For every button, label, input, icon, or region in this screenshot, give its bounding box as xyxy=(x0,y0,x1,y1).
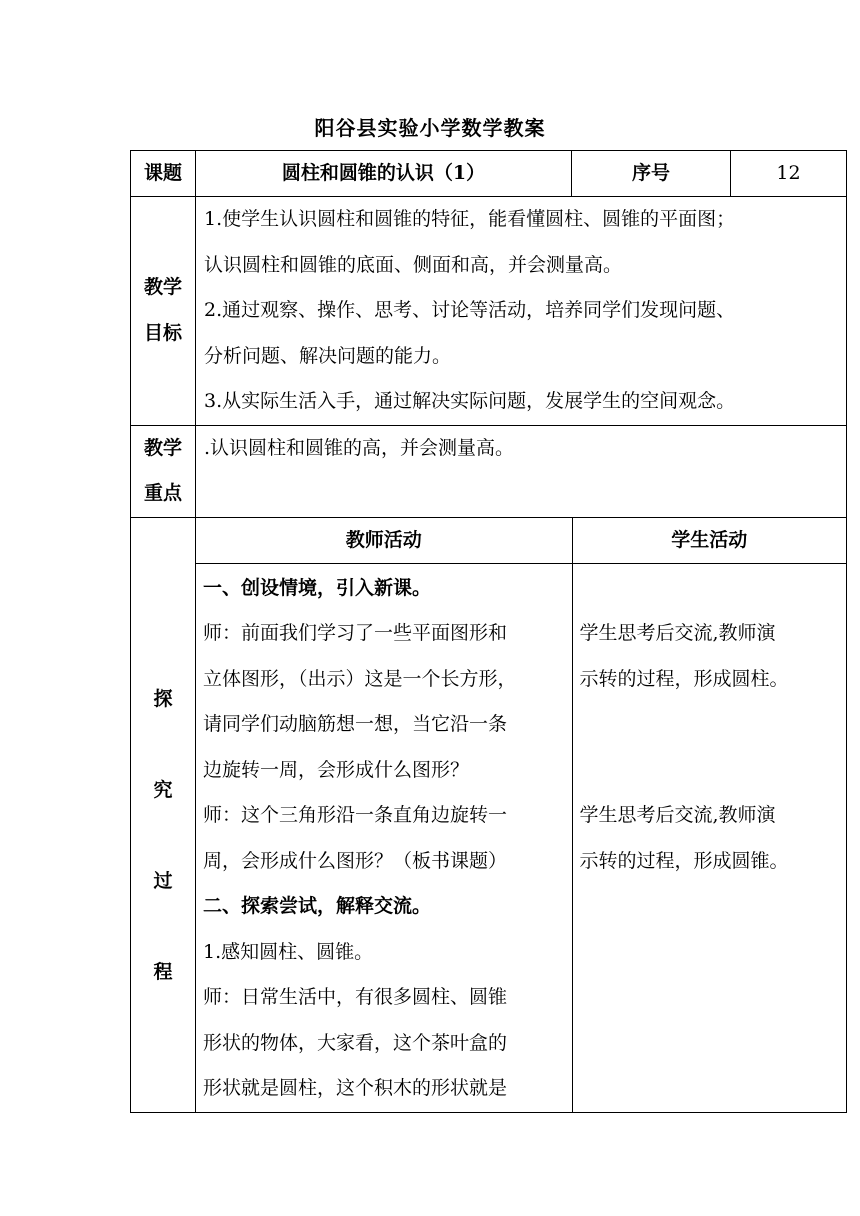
process-content xyxy=(196,517,847,1112)
topic-label: 课题 xyxy=(131,151,196,197)
goals-label: 教学 目标 xyxy=(131,197,196,426)
teacher-activity-header: 教师活动 xyxy=(196,518,572,564)
process-label: 探 究 过 程 xyxy=(131,517,196,1112)
key-points-row xyxy=(131,425,847,517)
goal-line: 1.使学生认识圆柱和圆锥的特征，能看懂圆柱、圆锥的平面图； xyxy=(204,208,736,230)
student-activity-content: 学生思考后交流,教师演 示转的过程，形成圆柱。 学生思考后交流,教师演 示转的过程，形成圆锥。 xyxy=(579,622,789,872)
goals-content xyxy=(196,197,847,426)
student-activity-header: 学生活动 xyxy=(572,518,846,564)
goal-line: 3.从实际生活入手，通过解决实际问题，发展学生的空间观念。 xyxy=(204,390,736,412)
key-points-content: .认识圆柱和圆锥的高，并会测量高。 xyxy=(196,425,847,517)
goal-line: 2.通过观察、操作、思考、讨论等活动，培养同学们发现问题、 xyxy=(204,299,736,321)
seq-label: 序号 xyxy=(572,151,731,197)
goals-row xyxy=(131,197,847,426)
teacher-activity-content: 一、创设情境，引入新课。 师：前面我们学习了一些平面图形和 立体图形，（出示）这是一个长方形， 请同学们动脑筋想一想，当它沿一条 边旋转一周，会形成什么图形？ 师：这个三角形沿一条直角边旋转一 周，会形成什么图形？（板书课题） 二、探索尝试，解释交流。 1.感知圆柱、圆锥。 师：日常生活中，有很多圆柱、圆锥 形状的物体，大家看，这个茶叶盒的 形状就是圆柱，这个积木的形状就是 xyxy=(196,563,572,1112)
topic-value: 圆柱和圆锥的认识（1） xyxy=(196,151,572,197)
process-row xyxy=(131,517,847,1112)
seq-value: 12 xyxy=(731,151,847,197)
document-title: 阳谷县实验小学数学教案 xyxy=(314,116,546,140)
key-points-label: 教学 重点 xyxy=(131,425,196,517)
header-row xyxy=(131,151,847,197)
goal-line: 认识圆柱和圆锥的底面、侧面和高，并会测量高。 xyxy=(204,253,623,276)
lesson-plan-table xyxy=(130,150,847,1113)
goal-line: 分析问题、解决问题的能力。 xyxy=(204,344,452,367)
